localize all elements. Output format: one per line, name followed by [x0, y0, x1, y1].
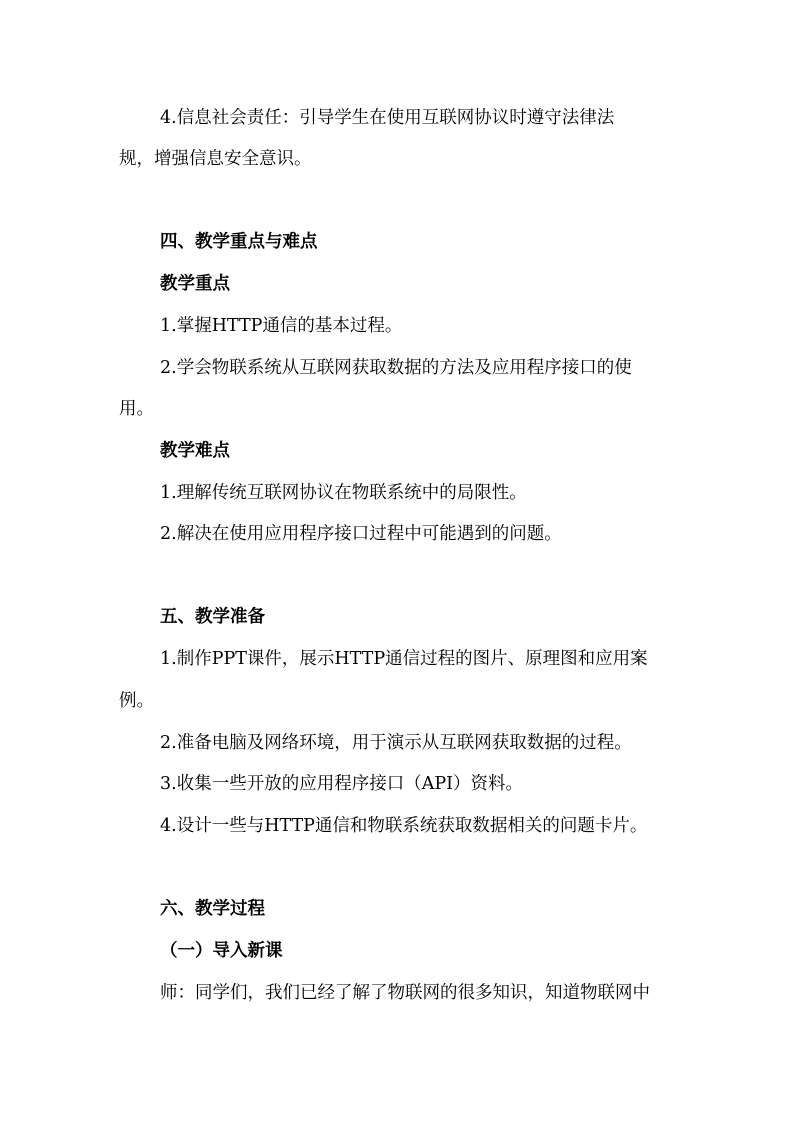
- literacy-item-4-line2: 规，增强信息安全意识。: [119, 149, 312, 169]
- key-point-2-line1: 2.学会物联系统从互联网获取数据的方法及应用程序接口的使: [160, 358, 632, 378]
- prep-item-3: 3.收集一些开放的应用程序接口（API）资料。: [160, 774, 524, 794]
- subheading-difficulties: 教学难点: [160, 441, 230, 461]
- prep-item-1-line2: 例。: [119, 691, 154, 711]
- prep-item-4: 4.设计一些与HTTP通信和物联系统获取数据相关的问题卡片。: [160, 816, 648, 836]
- section-heading-preparation: 五、教学准备: [160, 607, 265, 627]
- difficulty-2: 2.解决在使用应用程序接口过程中可能遇到的问题。: [160, 524, 562, 544]
- key-point-1: 1.掌握HTTP通信的基本过程。: [160, 316, 403, 336]
- key-point-2-line2: 用。: [119, 399, 154, 419]
- teacher-intro-line: 师：同学们，我们已经了解了物联网的很多知识，知道物联网中: [160, 983, 650, 1003]
- section-heading-teaching-process: 六、教学过程: [160, 899, 265, 919]
- prep-item-2: 2.准备电脑及网络环境，用于演示从互联网获取数据的过程。: [160, 733, 632, 753]
- prep-item-1-line1: 1.制作PPT课件，展示HTTP通信过程的图片、原理图和应用案: [160, 649, 648, 669]
- subheading-key-points: 教学重点: [160, 274, 230, 294]
- literacy-item-4-line1: 4.信息社会责任：引导学生在使用互联网协议时遵守法律法: [160, 108, 615, 128]
- section-heading-key-points-difficulties: 四、教学重点与难点: [160, 232, 318, 252]
- subheading-introduction: （一）导入新课: [160, 941, 283, 961]
- difficulty-1: 1.理解传统互联网协议在物联系统中的局限性。: [160, 483, 527, 503]
